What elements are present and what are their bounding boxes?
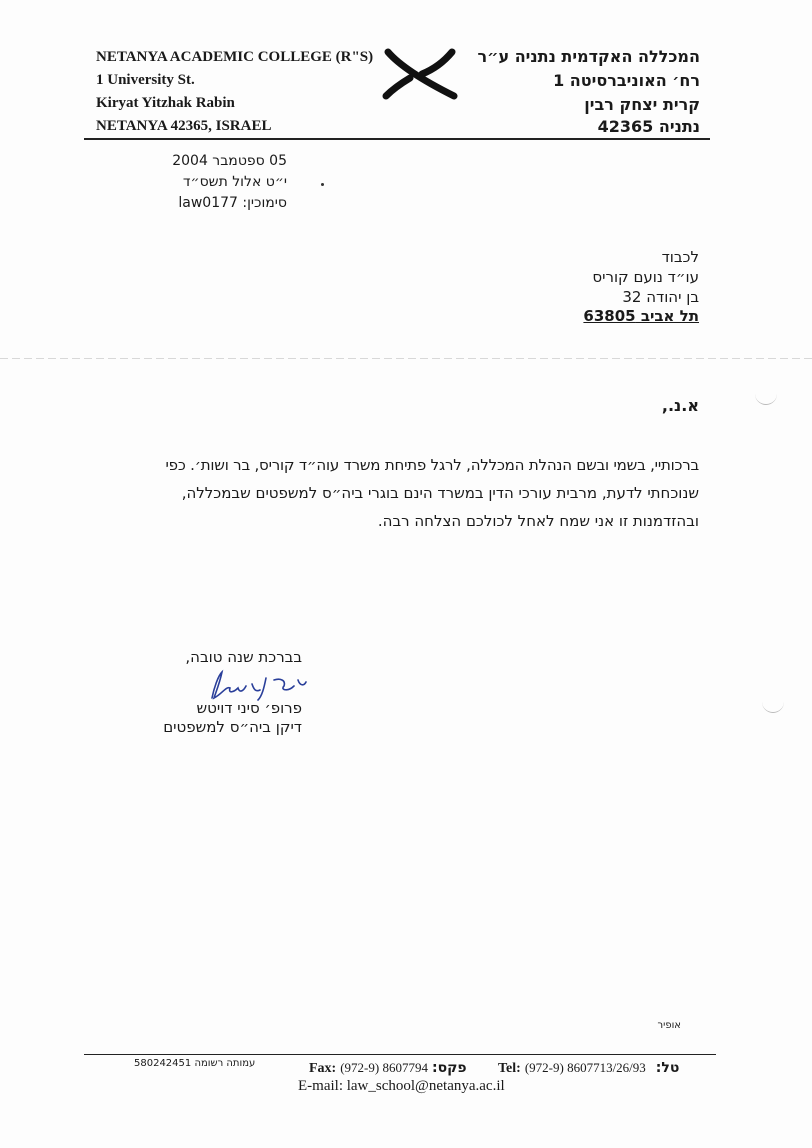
ink-dot [321,183,324,186]
recipient-salutation: לכבוד [661,248,699,266]
tel-line [498,1059,679,1077]
body-line: ברכותיי, בשמי ובשם הנהלת המכללה, לרגל פתיחת משרד עוה״ד קוריס, בר ושות׳. כפי [165,456,699,474]
address-postal-he: נתניה 42365 [597,117,700,136]
college-name-en: NETANYA ACADEMIC COLLEGE (R"S) [96,49,374,65]
recipient-name: עו״ד נועם קוריס [592,268,699,286]
tel-label-he: טל: [655,1060,680,1076]
body-line: ובהזדמנות זו אני שמח לאחל לכולכם הצלחה רבה. [377,512,699,530]
recipient-city: תל אביב 63805 [583,307,699,325]
address-street-en: 1 University St. [96,72,195,88]
tel-label: Tel: [498,1061,521,1076]
fax-line [309,1059,467,1077]
signer-name: פרופ׳ סיני דויטש [196,699,302,717]
tel-number: (972-9) 8607713/26/93 [524,1060,646,1075]
address-postal-en: NETANYA 42365, ISRAEL [96,118,272,134]
email-line[interactable]: E-mail: law_school@netanya.ac.il [298,1078,505,1094]
signer-title: דיקן ביה״ס למשפטים [163,718,302,736]
punch-hole-mark [762,700,784,713]
punch-hole-mark [755,392,777,405]
address-street-he: רח׳ האוניברסיטה 1 [553,71,700,90]
greeting: א.נ., [661,396,699,415]
date-gregorian: 05 ספטמבר 2004 [172,153,287,169]
date-hebrew: י״ט אלול תשס״ד [182,174,287,190]
fold-line [0,358,812,359]
typist-initials: אופיר [657,1020,681,1031]
address-city-en: Kiryat Yitzhak Rabin [96,95,235,111]
closing-blessing: בברכת שנה טובה, [185,648,302,666]
fax-label: Fax: [309,1061,337,1076]
address-city-he: קרית יצחק רבין [584,95,700,114]
header-divider [84,138,710,140]
fax-label-he: פקס: [431,1060,467,1076]
fax-number: (972-9) 8607794 [340,1060,428,1075]
footer-divider [84,1054,716,1055]
college-name-he: המכללה האקדמית נתניה ע״ר [477,47,700,66]
body-line: שנוכחתי לדעת, מרבית עורכי הדין במשרד הינם בוגרי ביה״ס למשפטים שבמכללה, [181,484,699,502]
college-logo-icon [382,48,462,100]
recipient-street: בן יהודה 32 [622,288,699,306]
registration-number: עמותה רשומה 580242451 [134,1058,256,1069]
reference-number: סימוכין: law0177 [178,195,287,211]
